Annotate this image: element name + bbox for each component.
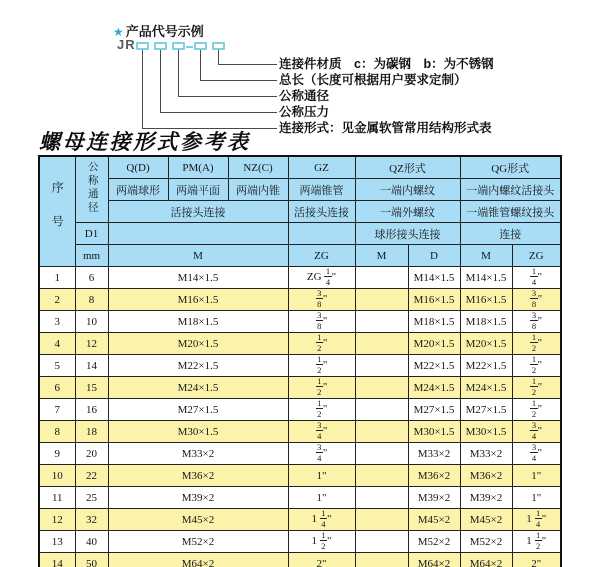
cell-qz-d: M20×1.5 [408, 333, 460, 355]
table-body [39, 267, 561, 567]
header-d1: D1 [75, 223, 108, 245]
cell-qg-m: M45×2 [460, 509, 512, 531]
cell-thread-zg: 2" [288, 553, 355, 567]
cell-qz-d: M64×2 [408, 553, 460, 567]
cell-thread-zg: $\frac{3}{4}$ " [288, 421, 355, 443]
cell-thread-m: M52×2 [108, 531, 288, 553]
fraction: $\frac{1}{2}$ [531, 354, 537, 375]
cell-qg-zg: $\frac{3}{4}$ " [512, 421, 561, 443]
header-ball-joint-conn: 球形接头连接 [355, 223, 460, 245]
cell-qz-m [355, 509, 408, 531]
cell-dn-mm: 25 [75, 487, 108, 509]
cell-thread-zg: 1 $\frac{1}{4}$ " [288, 509, 355, 531]
cell-qz-m [355, 267, 408, 289]
header-group-qg: QG形式 [460, 156, 561, 179]
fraction: $\frac{1}{2}$ [317, 354, 322, 375]
cell-qg-zg: 1" [512, 487, 561, 509]
header-group-qd: Q(D) [108, 156, 168, 179]
product-code-prefix: JR [117, 37, 136, 52]
table-row [39, 377, 561, 399]
cell-qg-m: M52×2 [460, 531, 512, 553]
diagram-label-2: 总长（长度可根据用户要求定制） [279, 73, 467, 88]
cell-qz-d: M39×2 [408, 487, 460, 509]
cell-qg-zg: 1" [512, 465, 561, 487]
cell-dn-mm: 12 [75, 333, 108, 355]
cell-qg-m: M30×1.5 [460, 421, 512, 443]
header-ends-pma: 两端平面 [168, 179, 228, 201]
cell-serial-no: 6 [39, 377, 75, 399]
table-row [39, 311, 561, 333]
cell-serial-no: 7 [39, 399, 75, 421]
fraction: $\frac{3}{8}$ [531, 310, 537, 331]
cell-dn-mm: 15 [75, 377, 108, 399]
cell-qg-zg: 1 $\frac{1}{2}$ " [512, 531, 561, 553]
fraction: $\frac{1}{2}$ [536, 530, 541, 551]
cell-qg-m: M27×1.5 [460, 399, 512, 421]
table-row [39, 531, 561, 553]
cell-dn-mm: 20 [75, 443, 108, 465]
fraction: $\frac{1}{4}$ [321, 508, 326, 529]
fraction: $\frac{3}{4}$ [531, 442, 537, 463]
cell-serial-no: 13 [39, 531, 75, 553]
cell-qg-zg: $\frac{1}{2}$ " [512, 355, 561, 377]
fraction: $\frac{3}{4}$ [317, 420, 322, 441]
header-conn-gz: 活接头连接 [288, 201, 355, 223]
header-group-pma: PM(A) [168, 156, 228, 179]
fraction: $\frac{1}{4}$ [531, 266, 537, 287]
cell-qz-m [355, 553, 408, 567]
cell-qg-m: M22×1.5 [460, 355, 512, 377]
header-group-qz: QZ形式 [355, 156, 460, 179]
cell-serial-no: 11 [39, 487, 75, 509]
header-unit-qg-m: M [460, 245, 512, 267]
diagram-label-list [279, 56, 494, 136]
cell-qz-d: M24×1.5 [408, 377, 460, 399]
cell-qz-m [355, 289, 408, 311]
cell-thread-m: M20×1.5 [108, 333, 288, 355]
cell-thread-m: M27×1.5 [108, 399, 288, 421]
table-row [39, 355, 561, 377]
cell-qz-m [355, 333, 408, 355]
cell-qg-zg: $\frac{1}{2}$ " [512, 333, 561, 355]
header-blank-gz [288, 223, 355, 245]
table-title: 螺母连接形式参考表 [39, 130, 251, 154]
nut-connection-reference-table [38, 155, 562, 567]
cell-thread-m: M14×1.5 [108, 267, 288, 289]
cell-qg-m: M20×1.5 [460, 333, 512, 355]
code-box-1 [136, 42, 149, 50]
cell-qz-m [355, 311, 408, 333]
cell-thread-m: M33×2 [108, 443, 288, 465]
code-box-2 [154, 42, 167, 50]
cell-dn-mm: 6 [75, 267, 108, 289]
cell-serial-no: 9 [39, 443, 75, 465]
cell-qg-m: M18×1.5 [460, 311, 512, 333]
cell-qz-d: M27×1.5 [408, 399, 460, 421]
cell-qg-m: M64×2 [460, 553, 512, 567]
cell-serial-no: 3 [39, 311, 75, 333]
cell-thread-m: M39×2 [108, 487, 288, 509]
table-row [39, 553, 561, 567]
header-conn-qg: 一端锥管螺纹接头 [460, 201, 561, 223]
header-serial-no: 序号 [39, 156, 75, 267]
cell-thread-m: M16×1.5 [108, 289, 288, 311]
cell-qg-m: M16×1.5 [460, 289, 512, 311]
cell-thread-zg: 1 $\frac{1}{2}$ " [288, 531, 355, 553]
code-box-3 [172, 42, 185, 50]
cell-qz-m [355, 465, 408, 487]
cell-thread-m: M22×1.5 [108, 355, 288, 377]
fraction: $\frac{1}{2}$ [531, 376, 537, 397]
header-group-nzc: NZ(C) [228, 156, 288, 179]
header-unit-qz-m: M [355, 245, 408, 267]
cell-qg-zg: 2" [512, 553, 561, 567]
fraction: $\frac{3}{4}$ [317, 442, 322, 463]
cell-thread-zg: 1" [288, 487, 355, 509]
table-row [39, 421, 561, 443]
cell-serial-no: 5 [39, 355, 75, 377]
cell-qz-m [355, 355, 408, 377]
diagram-label-1: 连接件材质 c：为碳钢 b：为不锈钢 [279, 57, 494, 71]
table-row [39, 289, 561, 311]
cell-dn-mm: 14 [75, 355, 108, 377]
cell-qz-d: M30×1.5 [408, 421, 460, 443]
cell-serial-no: 2 [39, 289, 75, 311]
cell-dn-mm: 16 [75, 399, 108, 421]
cell-qz-m [355, 531, 408, 553]
header-unit-qz-d: D [408, 245, 460, 267]
header-unit-mm: mm [75, 245, 108, 267]
header-conn2-qg: 连接 [460, 223, 561, 245]
cell-qz-d: M16×1.5 [408, 289, 460, 311]
diagram-label-4: 公称压力 [279, 105, 330, 120]
cell-serial-no: 12 [39, 509, 75, 531]
cell-serial-no: 14 [39, 553, 75, 567]
cell-qg-zg: $\frac{1}{4}$ " [512, 267, 561, 289]
cell-thread-m: M64×2 [108, 553, 288, 567]
header-ends-qg: 一端内螺纹活接头 [460, 179, 561, 201]
cell-qg-zg: $\frac{3}{4}$ " [512, 443, 561, 465]
cell-qg-zg: $\frac{1}{2}$ " [512, 399, 561, 421]
table-row [39, 267, 561, 289]
cell-qg-m: M24×1.5 [460, 377, 512, 399]
table-header [39, 156, 561, 267]
cell-thread-m: M36×2 [108, 465, 288, 487]
connector-line-5 [218, 50, 277, 65]
cell-serial-no: 10 [39, 465, 75, 487]
cell-qz-m [355, 421, 408, 443]
cell-dn-mm: 32 [75, 509, 108, 531]
header-conn-union: 活接头连接 [108, 201, 288, 223]
cell-qz-m [355, 487, 408, 509]
cell-thread-zg: $\frac{1}{2}$ " [288, 399, 355, 421]
cell-thread-zg: $\frac{3}{4}$ " [288, 443, 355, 465]
cell-dn-mm: 18 [75, 421, 108, 443]
cell-qg-zg: 1 $\frac{1}{4}$ " [512, 509, 561, 531]
cell-dn-mm: 10 [75, 311, 108, 333]
cell-qz-d: M52×2 [408, 531, 460, 553]
cell-serial-no: 1 [39, 267, 75, 289]
cell-qz-m [355, 399, 408, 421]
table-row [39, 399, 561, 421]
cell-dn-mm: 40 [75, 531, 108, 553]
cell-qg-m: M33×2 [460, 443, 512, 465]
cell-qg-zg: $\frac{3}{8}$ " [512, 289, 561, 311]
cell-qz-d: M45×2 [408, 509, 460, 531]
cell-qz-d: M18×1.5 [408, 311, 460, 333]
diagram-label-3: 公称通径 [279, 89, 330, 104]
cell-thread-m: M45×2 [108, 509, 288, 531]
cell-dn-mm: 50 [75, 553, 108, 567]
fraction: $\frac{1}{4}$ [536, 508, 541, 529]
cell-thread-zg: ZG $\frac{1}{4}$ " [288, 267, 355, 289]
table-row [39, 333, 561, 355]
code-dash [186, 46, 193, 48]
header-group-gz: GZ [288, 156, 355, 179]
fraction: $\frac{1}{2}$ [317, 398, 322, 419]
cell-serial-no: 8 [39, 421, 75, 443]
table-row [39, 509, 561, 531]
table-row [39, 487, 561, 509]
cell-thread-m: M18×1.5 [108, 311, 288, 333]
header-blank-qpn [108, 223, 288, 245]
cell-thread-m: M30×1.5 [108, 421, 288, 443]
cell-qz-d: M33×2 [408, 443, 460, 465]
header-ends-gz: 两端锥管 [288, 179, 355, 201]
header-conn-qz: 一端外螺纹 [355, 201, 460, 223]
cell-qg-m: M14×1.5 [460, 267, 512, 289]
fraction: $\frac{3}{4}$ [531, 420, 537, 441]
header-ends-qd: 两端球形 [108, 179, 168, 201]
fraction: $\frac{1}{2}$ [317, 332, 322, 353]
header-unit-m: M [108, 245, 288, 267]
star-icon: ★ [113, 25, 124, 39]
code-box-5 [212, 42, 225, 50]
cell-dn-mm: 22 [75, 465, 108, 487]
cell-qg-m: M39×2 [460, 487, 512, 509]
header-unit-zg: ZG [288, 245, 355, 267]
code-box-4 [194, 42, 207, 50]
product-code-example-label: 产品代号示例 [125, 24, 204, 39]
cell-thread-zg: $\frac{3}{8}$ " [288, 289, 355, 311]
table-row [39, 465, 561, 487]
cell-qz-m [355, 377, 408, 399]
fraction: $\frac{1}{2}$ [321, 530, 326, 551]
cell-thread-zg: $\frac{1}{2}$ " [288, 333, 355, 355]
cell-serial-no: 4 [39, 333, 75, 355]
header-unit-qg-zg: ZG [512, 245, 561, 267]
cell-qz-d: M36×2 [408, 465, 460, 487]
cell-thread-zg: $\frac{3}{8}$ " [288, 311, 355, 333]
cell-qg-zg: $\frac{3}{8}$ " [512, 311, 561, 333]
cell-qz-m [355, 443, 408, 465]
cell-qg-m: M36×2 [460, 465, 512, 487]
cell-thread-zg: $\frac{1}{2}$ " [288, 355, 355, 377]
fraction: $\frac{3}{8}$ [317, 310, 322, 331]
cell-thread-zg: 1" [288, 465, 355, 487]
table-row [39, 443, 561, 465]
cell-thread-m: M24×1.5 [108, 377, 288, 399]
cell-qz-d: M14×1.5 [408, 267, 460, 289]
diagram-label-5: 连接形式：见金属软管常用结构形式表 [279, 121, 492, 136]
cell-qz-d: M22×1.5 [408, 355, 460, 377]
fraction: $\frac{1}{2}$ [317, 376, 322, 397]
header-ends-qz: 一端内螺纹 [355, 179, 460, 201]
header-nominal-diameter: 公称通径 [75, 156, 108, 223]
cell-qg-zg: $\frac{1}{2}$ " [512, 377, 561, 399]
fraction: $\frac{3}{8}$ [317, 288, 322, 309]
fraction: $\frac{1}{2}$ [531, 398, 537, 419]
fraction: $\frac{3}{8}$ [531, 288, 537, 309]
fraction: $\frac{1}{2}$ [531, 332, 537, 353]
fraction: $\frac{1}{4}$ [325, 266, 331, 287]
header-ends-nzc: 两端内锥 [228, 179, 288, 201]
cell-dn-mm: 8 [75, 289, 108, 311]
cell-thread-zg: $\frac{1}{2}$ " [288, 377, 355, 399]
